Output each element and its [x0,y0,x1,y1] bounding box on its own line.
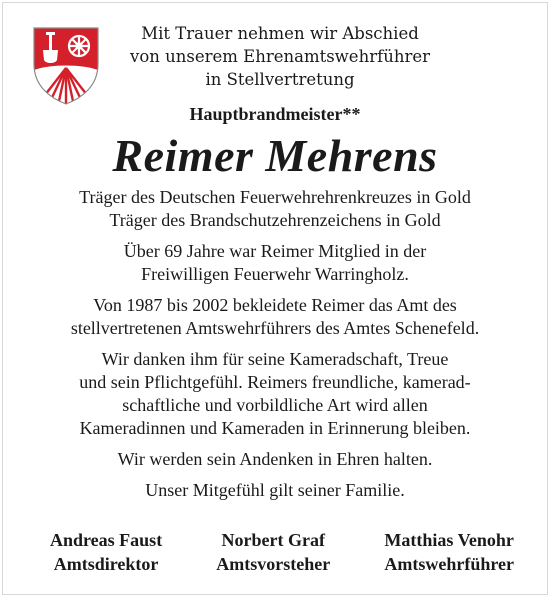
paragraph-remembrance [0,448,550,471]
signer-title: Amtsdirektor [53,554,159,574]
text-line: Unser Mitgefühl gilt seiner Familie. [145,480,405,500]
signer [50,528,162,576]
text-line: Träger des Deutschen Feuerwehrehrenkreuzes in Gold [79,187,471,207]
text-line: und sein Pflichtgefühl. Reimers freundliche, kamerad- [79,372,471,392]
signer-name: Matthias Venohr [384,530,514,550]
text-line: Wir danken ihm für seine Kameradschaft, Treue [101,349,449,369]
paragraph-membership [0,240,550,286]
paragraph-awards [0,186,550,232]
text-line: Von 1987 bis 2002 bekleidete Reimer das Amt des [93,295,457,315]
intro-line: Mit Trauer nehmen wir Abschied [141,24,419,43]
text-line: Über 69 Jahre war Reimer Mitglied in der [123,241,427,261]
paragraph-thanks [0,348,550,440]
signer-name: Andreas Faust [50,530,163,550]
signer-name: Norbert Graf [221,530,325,550]
paragraph-sympathy [0,479,550,502]
text-line: Wir werden sein Andenken in Ehren halten. [117,449,433,469]
signer-title: Amtswehrführer [384,554,514,574]
signatories [0,528,550,576]
obituary-body [0,186,550,510]
paragraph-office [0,294,550,340]
text-line: Träger des Brandschutzehrenzeichens in Gold [109,210,441,230]
intro-text [110,22,450,91]
text-line: Kameradinnen und Kameraden in Erinnerung bleiben. [79,418,471,438]
intro-line: von unserem Ehrenamtswehrführer [130,47,430,66]
signer [384,528,514,576]
signer-title: Amtsvorsteher [216,554,331,574]
intro-line: in Stellvertretung [205,70,355,89]
text-line: Freiwilligen Feuerwehr Warringholz. [141,264,409,284]
rank-title: Hauptbrandmeister** [189,104,361,124]
signer [216,528,330,576]
coat-of-arms-icon [30,24,102,106]
deceased-name: Reimer Mehrens [112,130,438,181]
text-line: stellvertretenen Amtswehrführers des Amtes Schenefeld. [70,318,480,338]
text-line: schaftliche und vorbildliche Art wird allen [122,395,428,415]
